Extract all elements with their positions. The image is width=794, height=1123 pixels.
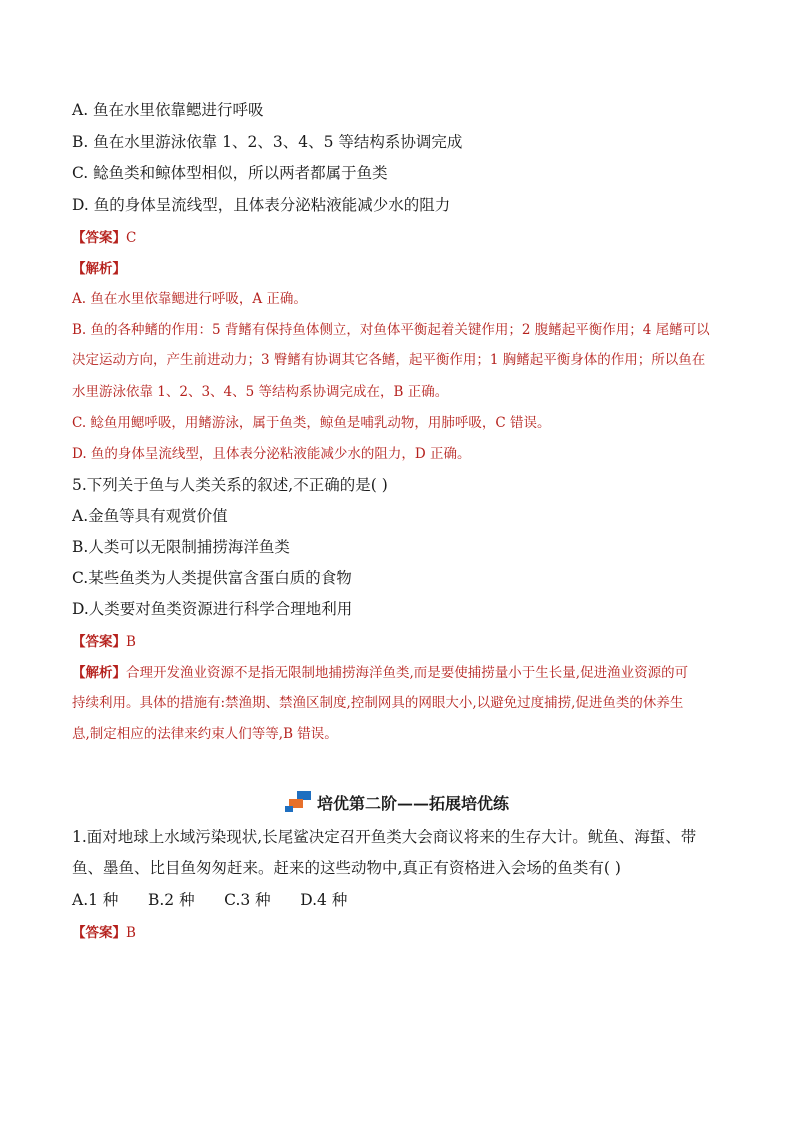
q4-analysis-line: B. 鱼的各种鳍的作用：5 背鳍有保持鱼体侧立，对鱼体平衡起着关键作用；2 腹鳍起平衡作用；4 尾鳍可以 [72,322,710,338]
answer-label: 【答案】 [72,634,126,650]
answer-value: B [126,634,136,650]
s2q1-stem-line: 鱼、墨鱼、比目鱼匆匆赶来。赶来的这些动物中,真正有资格进入会场的鱼类有( ) [72,859,621,877]
answer-label: 【答案】 [72,925,126,941]
q4-option-a: A. 鱼在水里依靠鳃进行呼吸 [72,101,264,119]
s2q1-options: A.1 种 B.2 种 C.3 种 D.4 种 [72,891,348,909]
q4-answer [72,227,724,248]
q4-analysis-line: C. 鲶鱼用鳃呼吸，用鳍游泳，属于鱼类，鲸鱼是哺乳动物，用肺呼吸，C 错误。 [72,415,551,431]
q5-analysis-line: 息,制定相应的法律来约束人们等等,B 错误。 [72,726,338,742]
q4-analysis-label: 【解析】 [72,261,126,277]
q4-option-b: B. 鱼在水里游泳依靠 1、2、3、4、5 等结构系协调完成 [72,133,463,151]
answer-value: C [126,230,137,246]
section-heading [0,791,794,815]
q5-option-b: B.人类可以无限制捕捞海洋鱼类 [72,538,290,556]
q4-option-c: C. 鲶鱼类和鲸体型相似，所以两者都属于鱼类 [72,164,388,182]
q4-analysis-line: 决定运动方向，产生前进动力；3 臀鳍有协调其它各鳍，起平衡作用；1 胸鳍起平衡身体的作用；所以鱼在 [72,352,706,368]
q5-option-c: C.某些鱼类为人类提供富含蛋白质的食物 [72,569,352,587]
q5-option-d: D.人类要对鱼类资源进行科学合理地利用 [72,600,353,618]
section-title: 培优第二阶——拓展培优练 [316,794,509,813]
q5-option-a: A.金鱼等具有观赏价值 [72,507,228,525]
q4-analysis-line: D. 鱼的身体呈流线型，且体表分泌粘液能减少水的阻力，D 正确。 [72,446,471,462]
s2q1-stem-line: 1.面对地球上水域污染现状,长尾鲨决定召开鱼类大会商议将来的生存大计。鱿鱼、海蜇、带 [72,828,697,846]
answer-value: B [126,925,136,941]
s2q1-answer [72,922,724,943]
q5-answer [72,631,724,652]
q5-stem: 5.下列关于鱼与人类关系的叙述,不正确的是( ) [72,476,388,494]
q4-option-d: D. 鱼的身体呈流线型，且体表分泌粘液能减少水的阻力 [72,196,451,214]
q5-analysis: 【解析】合理开发渔业资源不是指无限制地捕捞海洋鱼类,而是要使捕捞量小于生长量,促进渔业资源的可 [72,665,689,681]
q4-analysis-line: 水里游泳依靠 1、2、3、4、5 等结构系协调完成在，B 正确。 [72,384,449,400]
section-blocks-icon [285,791,313,813]
q4-analysis-line: A. 鱼在水里依靠鳃进行呼吸，A 正确。 [72,291,307,307]
answer-label: 【答案】 [72,230,126,246]
q5-analysis-line: 持续利用。具体的措施有:禁渔期、禁渔区制度,控制网具的网眼大小,以避免过度捕捞,促进鱼类的休养生 [72,695,684,711]
